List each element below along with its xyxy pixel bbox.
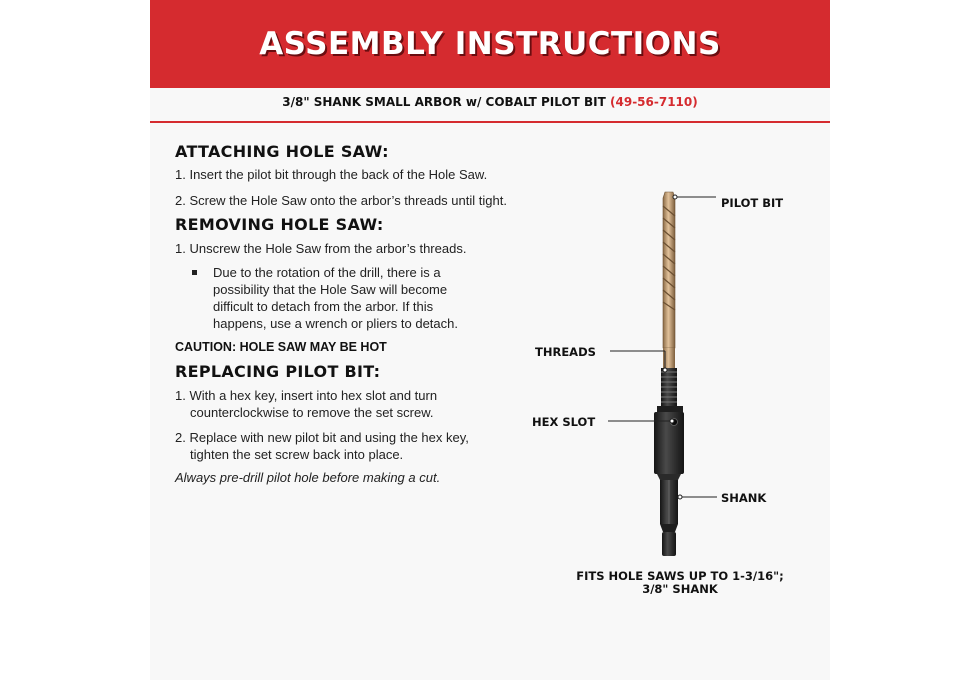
- replacing-step-2-line: tighten the set screw back into place.: [190, 447, 404, 462]
- threads: [661, 348, 677, 406]
- attaching-step-2: 2. Screw the Hole Saw onto the arbor’s threads until tight.: [175, 193, 507, 208]
- replacing-heading: REPLACING PILOT BIT:: [175, 362, 381, 381]
- replacing-step-1-line: counterclockwise to remove the set screw.: [190, 405, 434, 420]
- attaching-step-1: 1. Insert the pilot bit through the back of the Hole Saw.: [175, 167, 488, 182]
- label-hex-slot: HEX SLOT: [532, 415, 596, 429]
- label-pilot-bit: PILOT BIT: [721, 196, 784, 210]
- hex-shank: [657, 474, 681, 556]
- part-number: (49-56-7110): [610, 95, 698, 109]
- pilot-bit: [663, 192, 675, 348]
- fits-line: FITS HOLE SAWS UP TO 1-3/16";: [576, 569, 784, 583]
- caution-text: CAUTION: HOLE SAW MAY BE HOT: [175, 340, 387, 354]
- removing-note-line: Due to the rotation of the drill, there is a: [213, 265, 441, 280]
- attaching-heading: ATTACHING HOLE SAW:: [175, 142, 389, 161]
- removing-note-line: possibility that the Hole Saw will become: [213, 282, 448, 297]
- removing-note-line: happens, use a wrench or pliers to detach.: [213, 316, 458, 331]
- removing-note-line: difficult to detach from the arbor. If this: [213, 299, 434, 314]
- product-name: 3/8" SHANK SMALL ARBOR w/ COBALT PILOT BIT: [282, 95, 606, 109]
- label-threads: THREADS: [535, 345, 596, 359]
- fits-note: [530, 570, 830, 596]
- label-shank: SHANK: [721, 491, 767, 505]
- fits-line: 3/8" SHANK: [642, 582, 718, 596]
- replacing-step-1-line: 1. With a hex key, insert into hex slot and turn: [175, 388, 438, 403]
- thread-lines: [661, 372, 677, 402]
- page-title: ASSEMBLY INSTRUCTIONS: [259, 26, 721, 62]
- removing-heading: REMOVING HOLE SAW:: [175, 215, 384, 234]
- predrill-tip: Always pre-drill pilot hole before making a cut.: [175, 470, 441, 485]
- replacing-step-2-line: 2. Replace with new pilot bit and using the hex key,: [175, 430, 469, 445]
- removing-step-1: 1. Unscrew the Hole Saw from the arbor’s threads.: [175, 241, 467, 256]
- instruction-sheet: [150, 0, 830, 680]
